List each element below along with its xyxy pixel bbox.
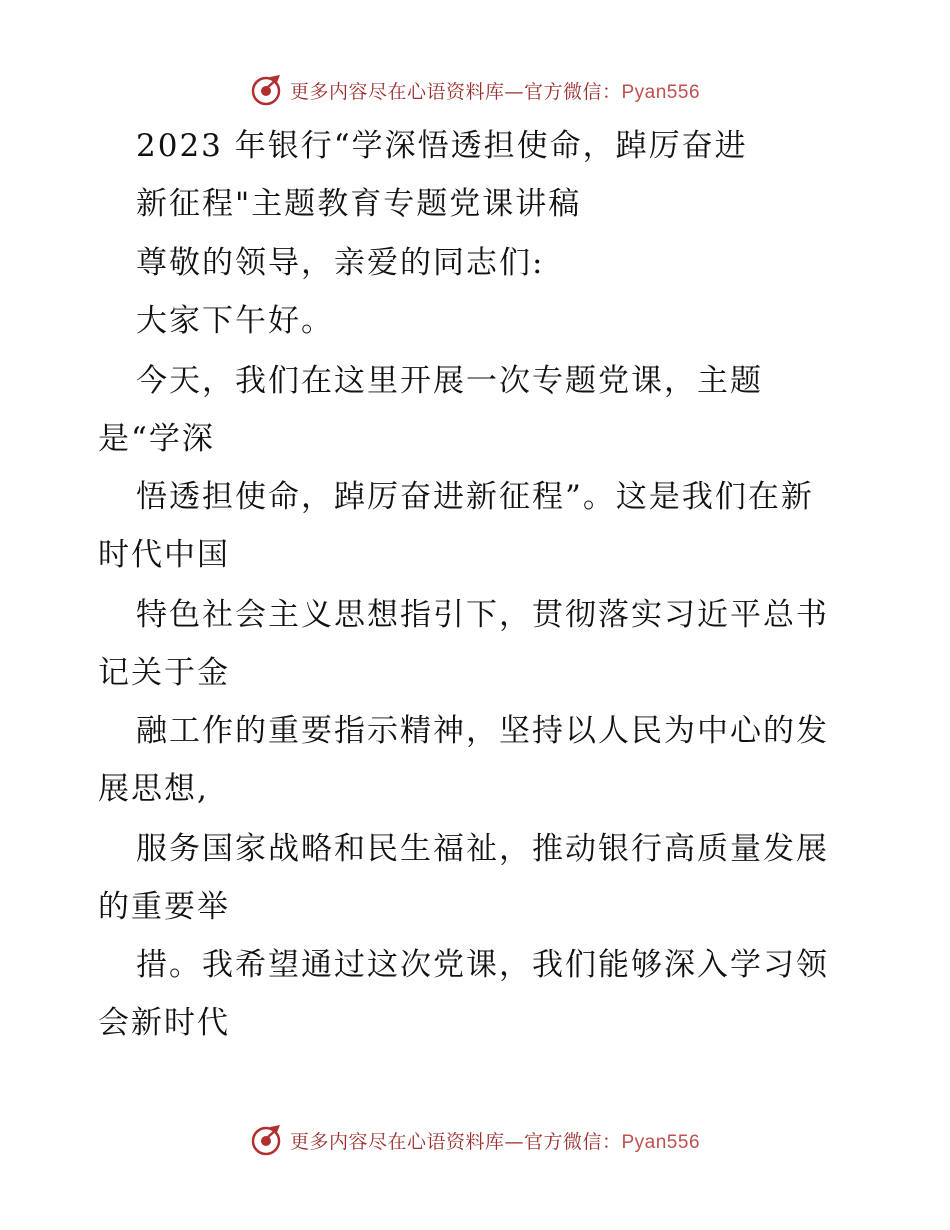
salutation: 尊敬的领导，亲爱的同志们:	[136, 245, 545, 281]
header-contact-id: Pyan556	[621, 81, 701, 103]
paragraph-line: 的重要举	[98, 889, 230, 925]
footer-banner	[0, 1120, 950, 1160]
footer-contact-id: Pyan556	[621, 1131, 701, 1153]
paragraph-line: 融工作的重要指示精神，坚持以人民为中心的发	[136, 713, 829, 749]
header-contact-text: 官方微信：	[523, 80, 622, 103]
paragraph-line: 是“学深	[98, 421, 215, 457]
title-line-1: 2023 年银行“学深悟透担使命，踔厉奋进	[136, 128, 748, 164]
title-line-2: 新征程"主题教育专题党课讲稿	[136, 186, 582, 222]
paragraph-line: 措。我希望通过这次党课，我们能够深入学习领	[136, 947, 829, 983]
footer-banner-text	[290, 1127, 700, 1154]
header-banner	[0, 70, 950, 110]
paragraph-line: 会新时代	[98, 1005, 230, 1041]
paragraph-line: 时代中国	[98, 537, 230, 573]
paragraph-line: 今天，我们在这里开展一次专题党课，主题	[136, 363, 763, 399]
paragraph-line: 特色社会主义思想指引下，贯彻落实习近平总书	[136, 597, 829, 633]
paragraph-line: 展思想,	[98, 771, 209, 807]
greeting: 大家下午好。	[136, 303, 334, 339]
header-banner-text	[290, 77, 700, 104]
footer-site-text: 更多内容尽在心语资料库	[289, 1130, 505, 1153]
logo-icon	[250, 73, 284, 107]
paragraph-line: 服务国家战略和民生福祉，推动银行高质量发展	[136, 831, 829, 867]
paragraph-line: 记关于金	[98, 655, 230, 691]
paragraph-line: 悟透担使命，踔厉奋进新征程”。这是我们在新	[136, 479, 814, 515]
footer-separator: —	[504, 1130, 524, 1153]
logo-icon	[250, 1123, 284, 1157]
header-site-text: 更多内容尽在心语资料库	[289, 80, 505, 103]
footer-contact-text: 官方微信：	[523, 1130, 622, 1153]
header-separator: —	[504, 80, 524, 103]
